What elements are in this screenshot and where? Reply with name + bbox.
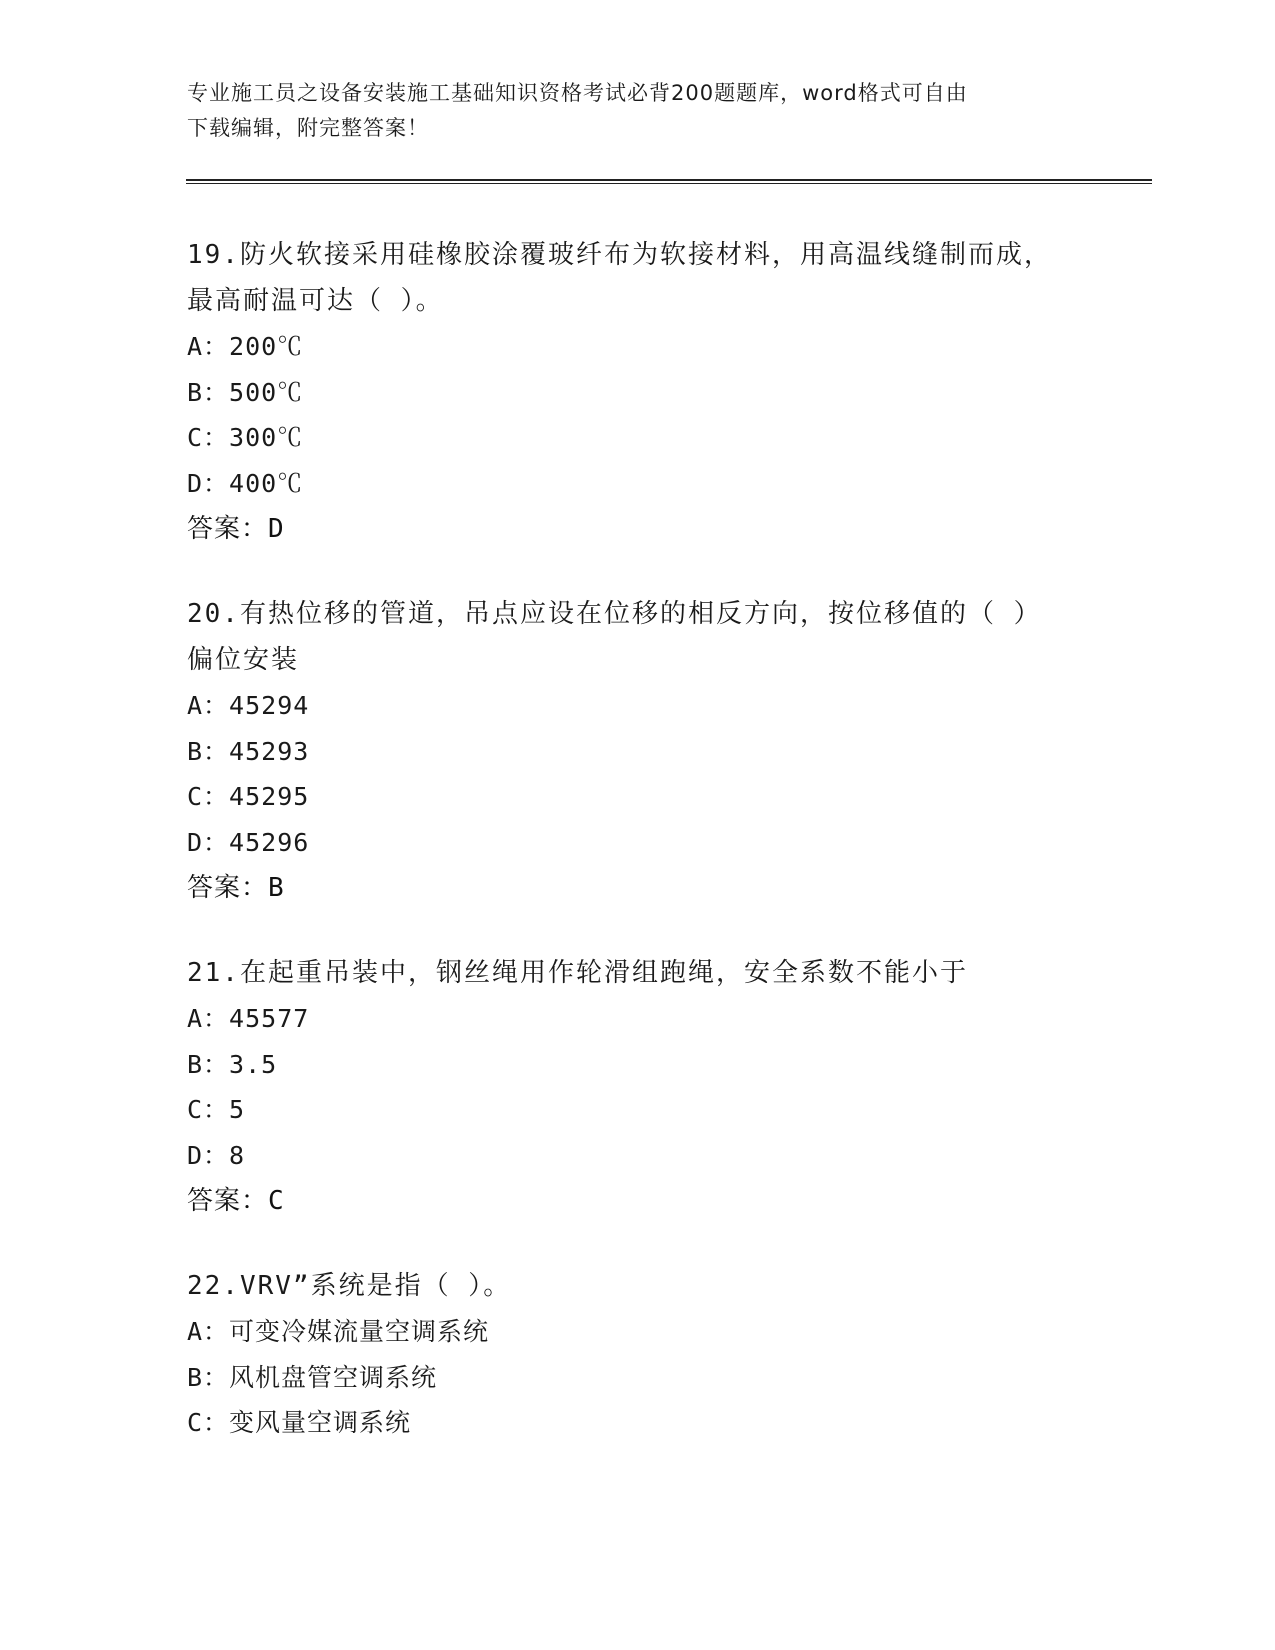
- option-b: B：3.5: [187, 1049, 278, 1079]
- option-d: D：45296: [187, 827, 310, 857]
- question-list: [187, 232, 1067, 1446]
- option-b: B：500℃: [187, 377, 304, 407]
- option-a: A：45577: [187, 1004, 310, 1033]
- question-stem-line-1: 21.在起重吊装中，钢丝绳用作轮滑组跑绳，安全系数不能小于: [187, 958, 968, 988]
- document-header: [187, 76, 1087, 146]
- option-d: D：8: [187, 1140, 246, 1170]
- question-stem-line-1: 20.有热位移的管道，吊点应设在位移的相反方向，按位移值的（ ）: [187, 599, 1042, 629]
- question-20: [187, 591, 1067, 911]
- option-c: C：300℃: [187, 423, 304, 452]
- header-divider: [186, 179, 1152, 184]
- option-c: C：45295: [187, 782, 310, 811]
- answer-label: 答案：: [187, 514, 269, 544]
- option-a: A：45294: [187, 691, 310, 720]
- question-stem-line-2: 最高耐温可达（ ）。: [187, 286, 444, 316]
- answer-value: D: [268, 514, 285, 544]
- header-line-2: 下载编辑，附完整答案！: [187, 116, 429, 140]
- question-stem: [187, 1263, 1067, 1309]
- option-d: D：400℃: [187, 468, 304, 498]
- option-a: A：200℃: [187, 332, 304, 361]
- answer: [187, 1178, 1067, 1224]
- answer-value: B: [268, 873, 285, 903]
- question-stem-line-2: 偏位安装: [187, 645, 300, 675]
- question-21: [187, 950, 1067, 1224]
- header-line-1: 专业施工员之设备安装施工基础知识资格考试必背200题题库，word格式可自由: [187, 81, 968, 105]
- option-b: B：风机盘管空调系统: [187, 1362, 438, 1392]
- question-stem: [187, 232, 1067, 324]
- option-c: C：变风量空调系统: [187, 1408, 412, 1437]
- question-stem: [187, 591, 1067, 683]
- question-stem-line-1: 19.防火软接采用硅橡胶涂覆玻纤布为软接材料，用高温线缝制而成，: [187, 240, 1052, 270]
- question-22: [187, 1263, 1067, 1446]
- answer: [187, 506, 1067, 552]
- question-stem-line-1: 22.VRV”系统是指（ ）。: [187, 1271, 512, 1301]
- answer-label: 答案：: [187, 873, 269, 903]
- answer: [187, 865, 1067, 911]
- answer-value: C: [268, 1186, 285, 1216]
- option-b: B：45293: [187, 736, 310, 766]
- question-19: [187, 232, 1067, 552]
- option-a: A：可变冷媒流量空调系统: [187, 1317, 490, 1346]
- answer-label: 答案：: [187, 1186, 269, 1216]
- question-stem: [187, 950, 1067, 996]
- option-c: C：5: [187, 1095, 246, 1124]
